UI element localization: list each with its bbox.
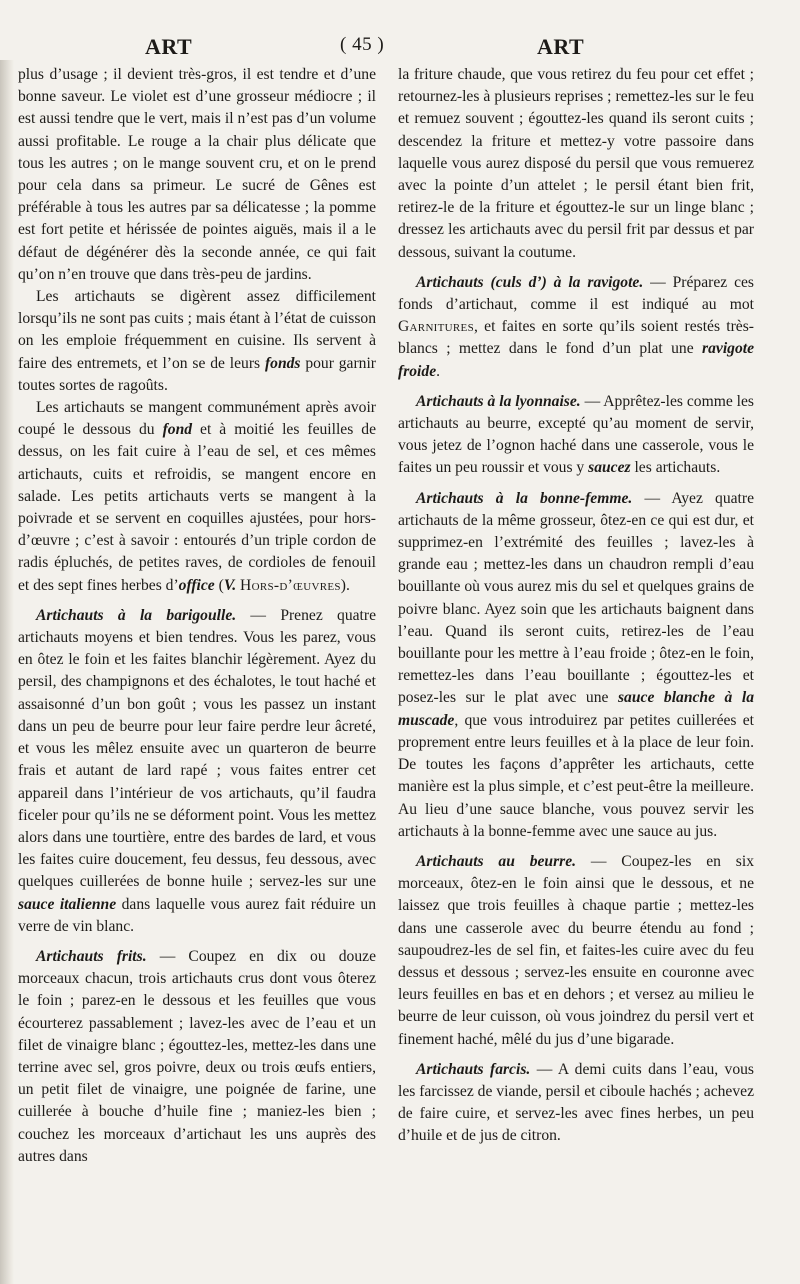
term-ravigote-froide: ravigote froide [398, 340, 754, 380]
paragraph-frying-continued: la friture chaude, que vous retirez du feu pour cet effet ; retournez-les à plusieurs reprises ; remettez-les sur le feu et remuez souvent ; égouttez-les quand ils seront cuits ; descendez la friture et mettez-y votre passoire dans laquelle vous aurez disposé du persil que vous remuerez avec la pointe d’un attelet ; le persil étant bien frit, retirez-le de la friture et égouttez-le sur un linge blanc ; dressez les artichauts avec du persil frit par dessus et par dessous, suivant la coutume. [398, 66, 754, 261]
term-sauce-italienne: sauce italienne [18, 895, 117, 913]
recipe-au-beurre: Artichauts au beurre. — Coupez-les en six morceaux, ôtez-en le foin ainsi que le dessous, et ne laissez que trois feuilles à chaque partie ; mettez-les dans une casserole avec du beurre étendu au fond ; saupoudrez-les de sel fin, et faites-les cuire avec du feu dessus et dessous ; servez-les ensuite en couronne avec leurs feuilles en bas et en dehors ; et versez au milieu le beurre de leur cuisson, où vous joindrez du persil vert et finement haché, mêlé du jus d’une bigarade. [398, 852, 754, 1048]
term-fond: fond [162, 421, 193, 439]
recipe-ravigote: Artichauts (culs d’) à la ravigote. — Préparez ces fonds d’artichaut, comme il est indiqué au mot Garnitures, et faites en sorte qu’ils soient restés très-blancs ; mettez dans le fond d’un plat une ravigote froide. [398, 273, 754, 380]
recipe-heading: Artichauts à la bonne-femme. [416, 489, 633, 507]
crossref-hors-doeuvres: Hors-d’œuvres [240, 576, 341, 594]
binding-gutter [0, 60, 14, 1284]
running-header [0, 28, 800, 60]
term-voir: V. [223, 576, 237, 594]
recipe-heading: Artichauts farcis. [416, 1060, 531, 1078]
recipe-barigoulle: Artichauts à la barigoulle. — Prenez quatre artichauts moyens et bien tendres. Vous les parez, vous en ôtez le foin et les faites blanchir légèrement. Ayez du persil, des champignons et des échalotes, le tout haché et assaisonné d’un bon goût ; vous les passez un instant dans un peu de beurre pour leur faire perdre leur âcreté, et vous les mêlez ensuite avec un quarteron de beurre frais et autant de lard rapé ; vous faites entrer cet appareil dans l’intérieur de vos artichauts, qu’il faudra ficeler pour qu’ils ne se déforment point. Vous les mettez alors dans une tourtière, entre des bardes de lard, et vous les faites cuire doucement, feu dessus, feu dessous, avec quelques cuillerées de bonne huile ; servez-les sur une sauce italienne dans laquelle vous aurez fait réduire un verre de vin blanc. [18, 606, 377, 935]
right-column [398, 64, 754, 1148]
recipe-heading: Artichauts (culs d’) à la ravigote. [416, 273, 644, 291]
term-office: office [178, 576, 215, 594]
recipe-heading: Artichauts frits. [36, 947, 147, 965]
recipe-bonne-femme: Artichauts à la bonne-femme. — Ayez quatre artichauts de la même grosseur, ôtez-en ce qui est dur, et supprimez-en l’extrémité des feuilles ; lavez-les à grande eau ; mettez-les dans un chaudron rempli d’eau bouillante où vous aurez mis du sel et quelques grains de poivre blanc. Ayez soin que les artichauts baignent dans l’eau. Quand ils seront cuits, retirez-les de l’eau bouillante pour les mettre à l’eau froide ; ôtez-en le foin, remettez-les dans l’eau bouillante ; égouttez-les et posez-les sur le plat avec une sauce blanche à la muscade, que vous introduirez par petites cuillerées et proprement entre leurs feuilles et à la place de leur foin. De toutes les façons d’apprêter les artichauts, cette manière est la plus simple, et c’est peut-être la meilleure. Au lieu d’une sauce blanche, vous pouvez servir les artichauts à la bonne-femme avec une sauce au jus. [398, 489, 755, 840]
paragraph-artichoke-varieties: plus d’usage ; il devient très-gros, il est tendre et d’une bonne saveur. Le violet est d’une grosseur médiocre ; il est aussi tendre que le vert, mais il n’est pas d’un volume aussi profitable. Le rouge a la chair plus délicate que tous les autres ; on le mange souvent cru, et on le prend pour cela dans sa primeur. Le sucré de Gênes est préférable à tous les autres par sa délicatesse ; la pomme est fort petite et hérissée de pointes aiguës, mais il a le défaut de dégénérer dès la seconde année, ce qui fait qu’on n’en trouve que dans très-peu de jardins. [18, 66, 376, 283]
recipe-farcis: Artichauts farcis. — A demi cuits dans l’eau, vous les farcissez de viande, persil et ciboule hachés ; achevez de faire cuire, et servez-les avec fines herbes, un peu d’huile et de jus de citron. [398, 1060, 754, 1145]
page-number: ( 45 ) [340, 34, 385, 55]
recipe-heading: Artichauts à la lyonnaise. [416, 392, 581, 410]
crossref-garnitures: Garnitures [398, 318, 474, 336]
term-saucez: saucez [588, 459, 631, 477]
term-sauce-blanche: sauce blanche à la muscade [398, 689, 754, 729]
term-fonds: fonds [264, 354, 301, 372]
recipe-frits: Artichauts frits. — Coupez en dix ou douze morceaux chacun, trois artichauts crus dont vous ôterez le foin ; parez-en le dessous et les feuilles que vous écourterez passablement ; lavez-les avec de l’eau et un filet de vinaigre blanc ; égouttez-les, mettez-les dans une terrine avec sel, gros poivre, deux ou trois œufs entiers, un petit filet de vinaigre, une poignée de farine, une cuillerée à bouche d’huile fine ; maniez-les bien ; couchez les morceaux d’artichaut les uns auprès des autres dans [18, 947, 376, 1165]
recipe-heading: Artichauts à la barigoulle. [36, 606, 237, 624]
left-column [18, 64, 376, 1168]
recipe-lyonnaise: Artichauts à la lyonnaise. — Apprêtez-les comme les artichauts au beurre, excepté qu’au moment de servir, vous jetez de l’ognon haché dans une casserole, vous le faites un peu roussir et vous y saucez les artichauts. [398, 392, 754, 477]
recipe-heading: Artichauts au beurre. [416, 852, 577, 870]
paragraph-digestion: Les artichauts se digèrent assez difficilement lorsqu’ils ne sont pas cuits ; mais étant à l’état de cuisson on les emploie fréquemment en cuisine. Ils servent à faire des entremets, et l’on se de leurs fonds pour garnir toutes sortes de ragoûts. [18, 288, 376, 394]
header-right-title: ART [537, 34, 585, 59]
header-left-title: ART [145, 34, 193, 59]
paragraph-serving: Les artichauts se mangent communément après avoir coupé le dessous du fond et à moitié les feuilles de dessus, on les fait cuire à l’eau de sel, et ces mêmes artichauts, cuits et refroidis, se mangent encore en salade. Les petits artichauts verts se mangent à la poivrade et se servent en coquilles ajustées, pour hors-d’œuvre ; c’est à savoir : entourés d’un triple cordon de radis épluchés, de petites raves, de cordioles de fenouil et des sept fines herbes d’office (V. Hors-d’œuvres). [18, 399, 376, 594]
